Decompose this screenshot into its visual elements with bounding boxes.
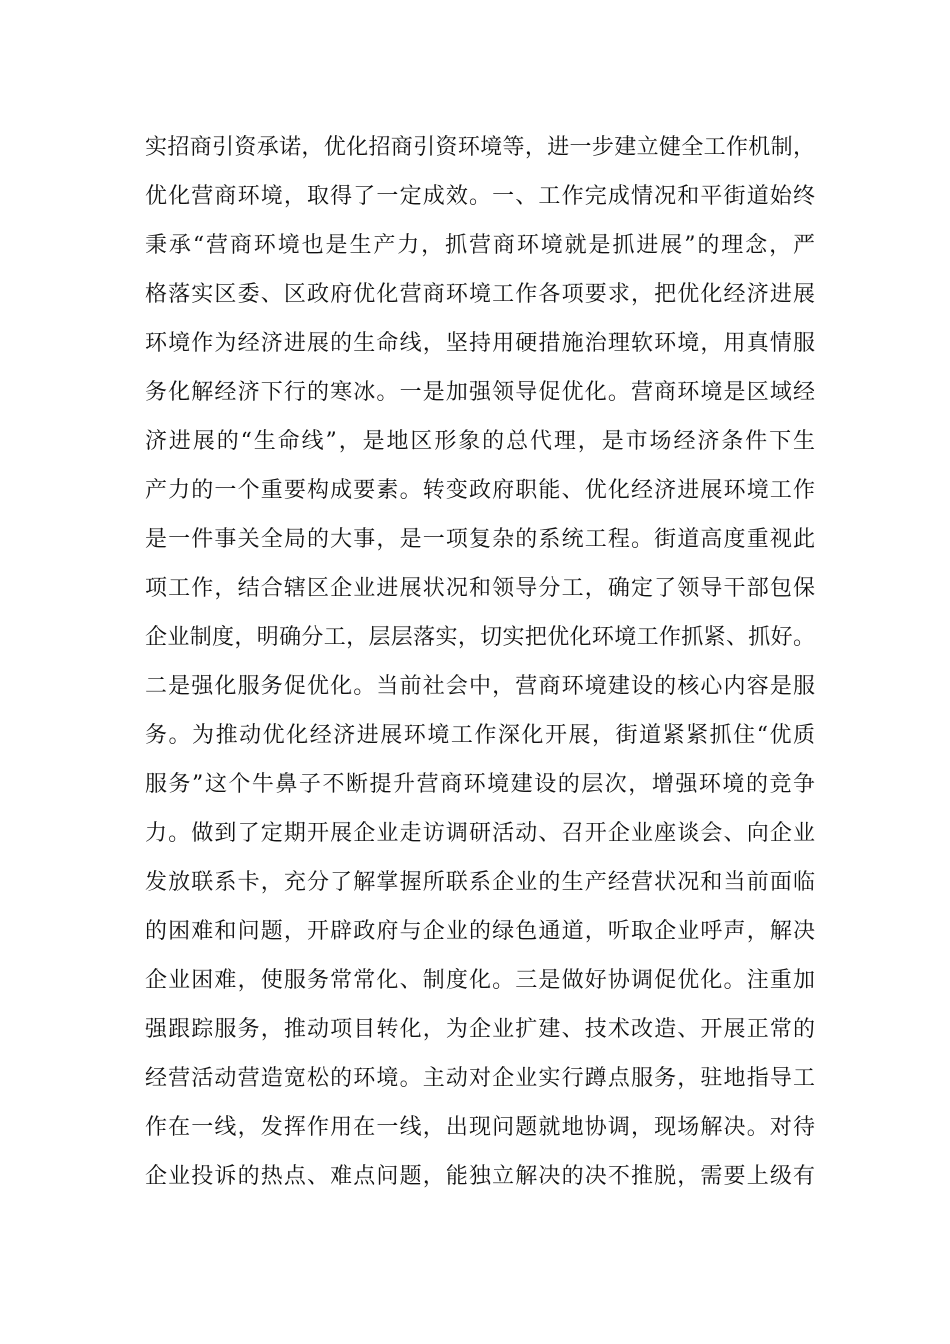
text-line: 企业困难，使服务常常化、制度化。三是做好协调促优化。注重加 <box>145 968 815 993</box>
text-line: 务化解经济下行的寒冰。一是加强领导促优化。营商环境是区域经 <box>145 380 815 405</box>
text-line: 发放联系卡，充分了解掌握所联系企业的生产经营状况和当前面临 <box>145 870 815 895</box>
text-line: 服务”这个牛鼻子不断提升营商环境建设的层次，增强环境的竞争 <box>145 772 815 797</box>
text-line: 作在一线，发挥作用在一线，出现问题就地协调，现场解决。对待 <box>145 1115 815 1140</box>
text-line: 环境作为经济进展的生命线，坚持用硬措施治理软环境，用真情服 <box>145 331 815 356</box>
text-line: 强跟踪服务，推动项目转化，为企业扩建、技术改造、开展正常的 <box>145 1017 815 1042</box>
text-line: 企业制度，明确分工，层层落实，切实把优化环境工作抓紧、抓好。 <box>145 625 815 650</box>
text-line: 产力的一个重要构成要素。转变政府职能、优化经济进展环境工作 <box>145 478 815 503</box>
text-line: 的困难和问题，开辟政府与企业的绿色通道，听取企业呼声，解决 <box>145 919 815 944</box>
text-line: 实招商引资承诺，优化招商引资环境等，进一步建立健全工作机制， <box>145 135 815 160</box>
text-line: 务。为推动优化经济进展环境工作深化开展，街道紧紧抓住“优质 <box>145 723 815 748</box>
text-line: 经营活动营造宽松的环境。主动对企业实行蹲点服务，驻地指导工 <box>145 1066 815 1091</box>
text-line: 是一件事关全局的大事，是一项复杂的系统工程。街道高度重视此 <box>145 527 815 552</box>
body-text <box>145 128 815 1206</box>
text-line: 企业投诉的热点、难点问题，能独立解决的决不推脱，需要上级有 <box>145 1164 815 1189</box>
text-line: 格落实区委、区政府优化营商环境工作各项要求，把优化经济进展 <box>145 282 815 307</box>
text-line: 优化营商环境，取得了一定成效。一、工作完成情况和平街道始终 <box>145 184 815 209</box>
text-line: 力。做到了定期开展企业走访调研活动、召开企业座谈会、向企业 <box>145 821 815 846</box>
text-line: 二是强化服务促优化。当前社会中，营商环境建设的核心内容是服 <box>145 674 815 699</box>
text-line: 项工作，结合辖区企业进展状况和领导分工，确定了领导干部包保 <box>145 576 815 601</box>
text-line: 秉承“营商环境也是生产力，抓营商环境就是抓进展”的理念，严 <box>145 233 815 258</box>
text-line: 济进展的“生命线”，是地区形象的总代理，是市场经济条件下生 <box>145 429 815 454</box>
